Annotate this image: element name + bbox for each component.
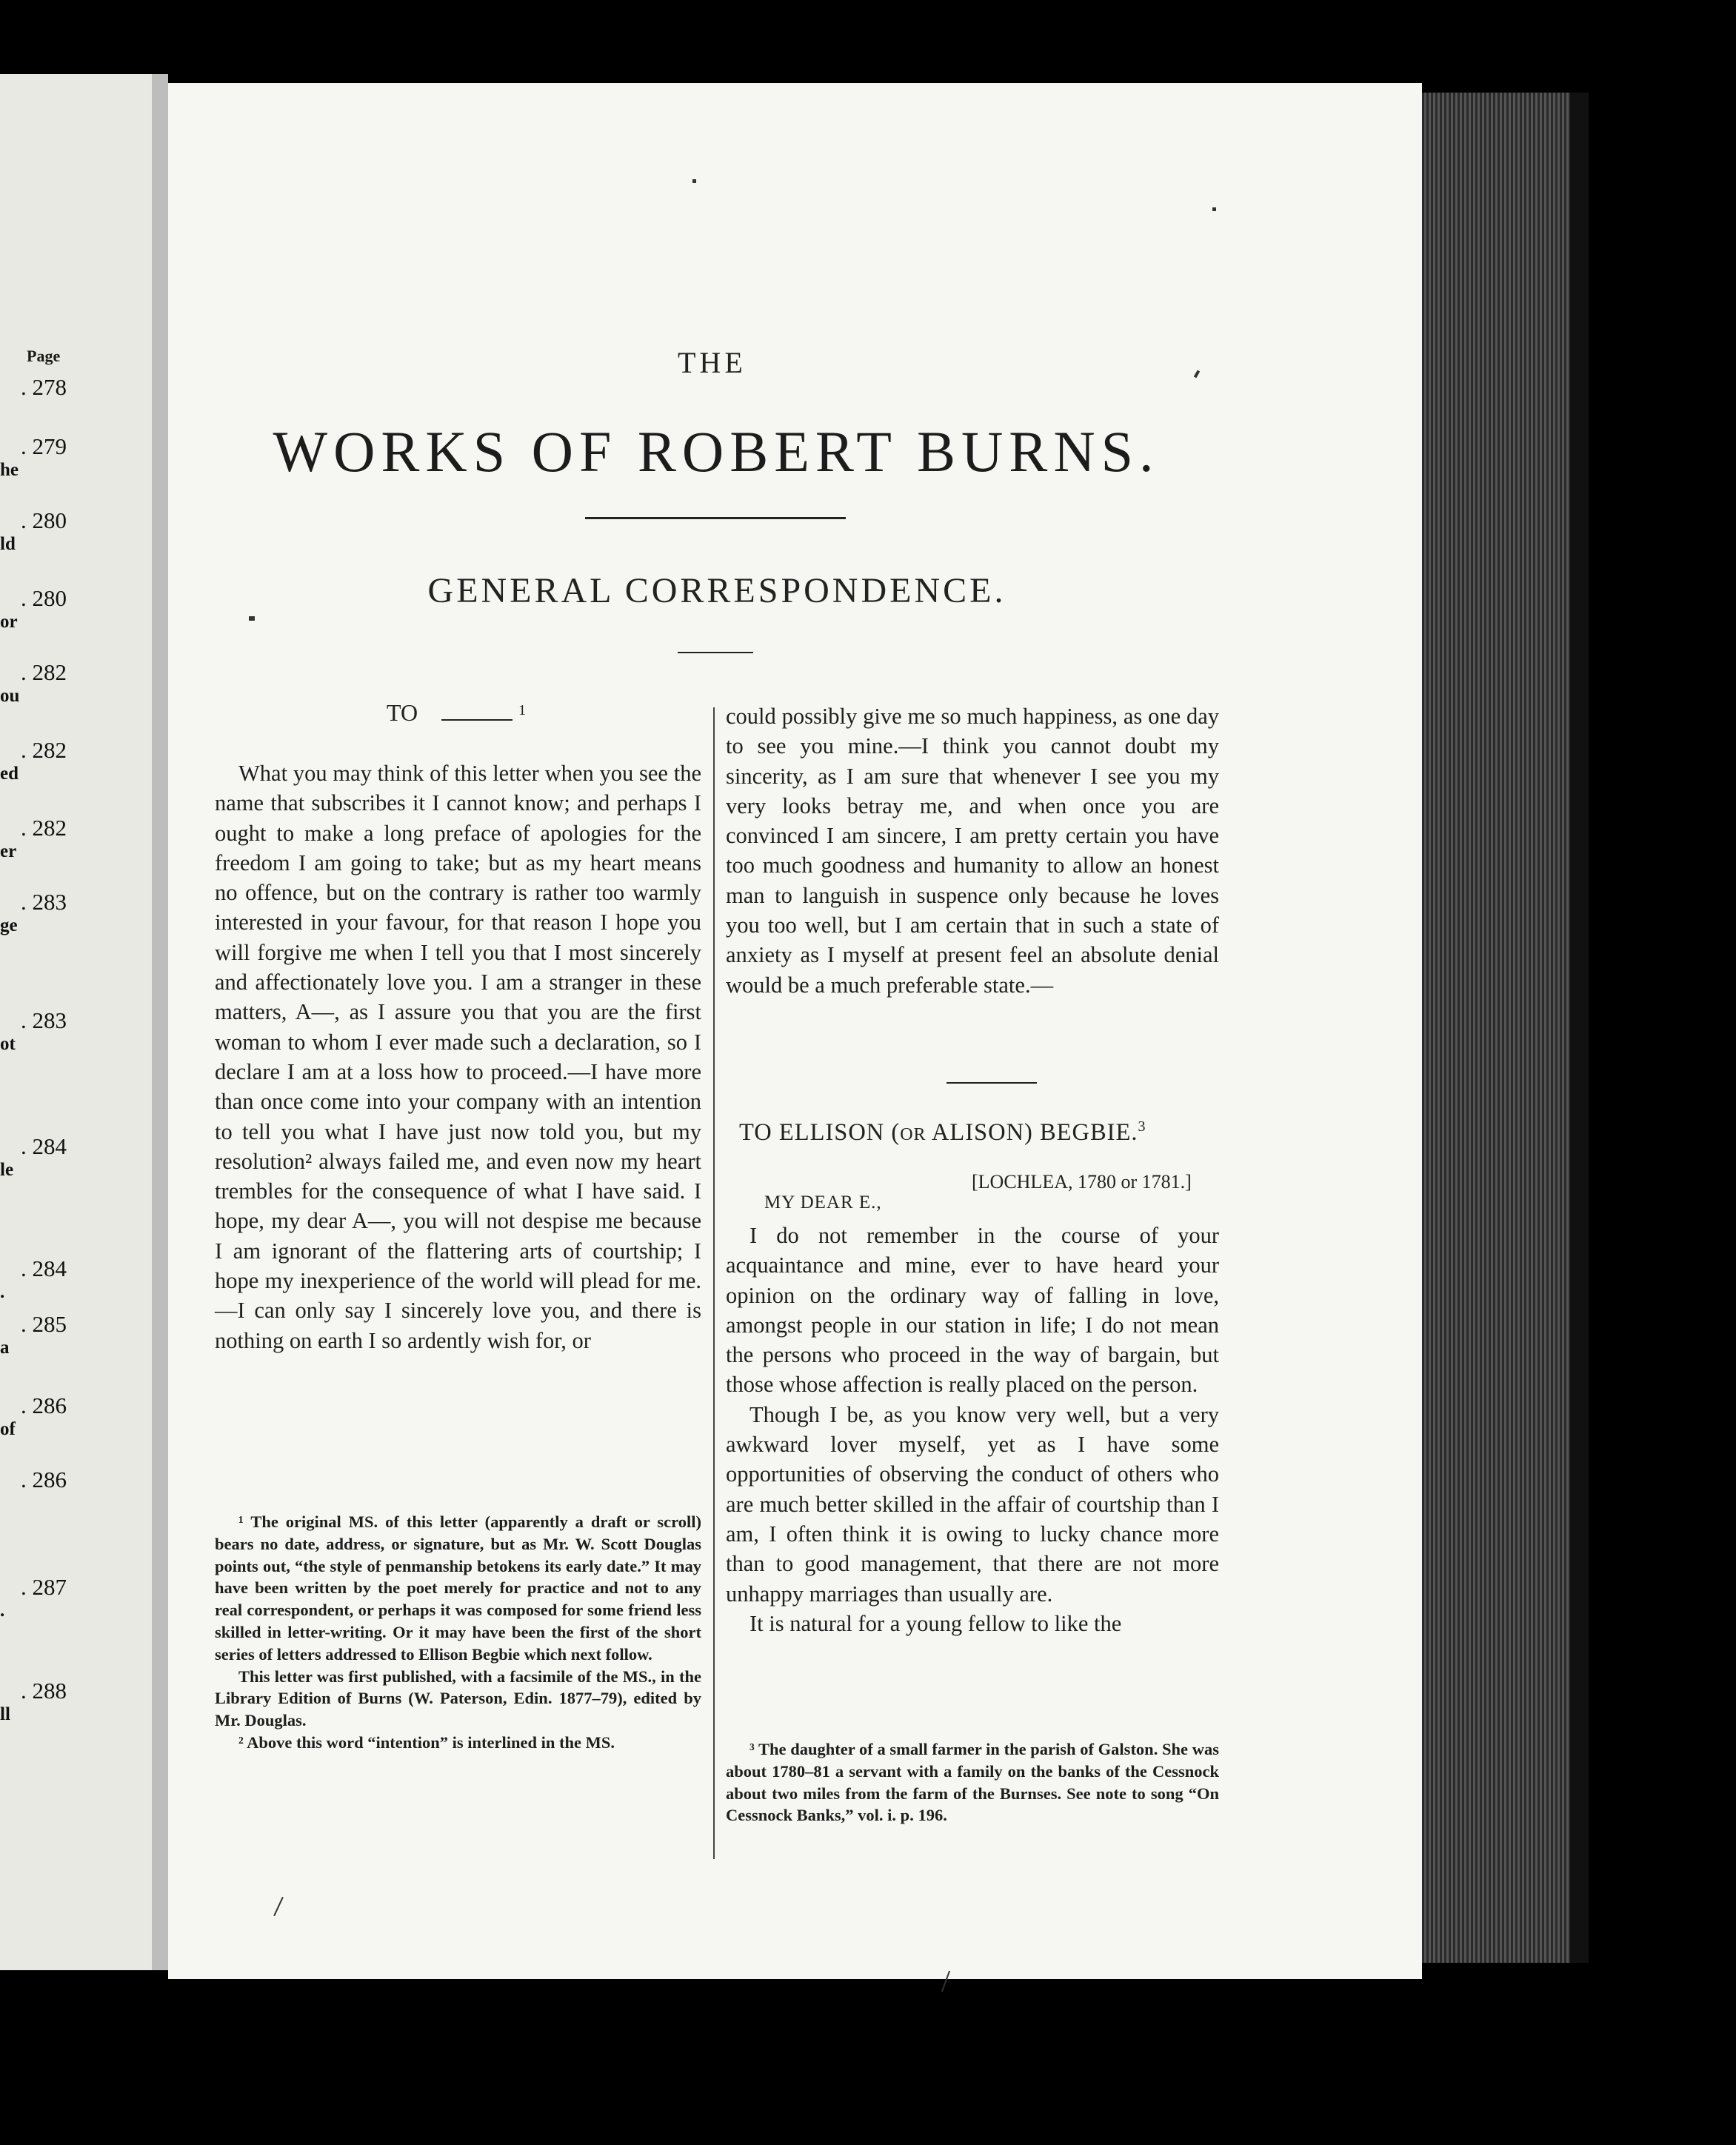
- toc-title-fragment: .: [0, 1282, 5, 1302]
- title-the: THE: [678, 346, 747, 379]
- recipient-blank-line: [441, 719, 513, 721]
- toc-page-number: . 282: [21, 659, 67, 685]
- toc-page-number: . 283: [21, 1007, 67, 1033]
- footnote-1: ¹ The original MS. of this letter (apparently a draft or scroll) bears no date, address, or signature, but as Mr. W. Scott Douglas points out, “the style of penmanship betokens its early date.” It may have been written by the poet merely for practice and not to any real correspondent, or perhaps it was composed for some friend less skilled in letter-writing. Or it may have been the first of the short series of letters addressed to Ellison Begbie which next follow.: [215, 1512, 701, 1664]
- toc-title-fragment: le: [0, 1160, 14, 1180]
- book-edge: [1570, 93, 1589, 1963]
- letter2-heading-b: ALISON) BEGBIE.: [926, 1118, 1138, 1146]
- toc-title-fragment: ll: [0, 1704, 10, 1724]
- letter1-footnote-marker: 1: [518, 702, 526, 718]
- scan-speck: [1212, 207, 1216, 211]
- facing-page: [0, 74, 152, 1970]
- toc-title-fragment: a: [0, 1338, 10, 1358]
- footnote-2: ² Above this word “intention” is interlined in the MS.: [238, 1732, 615, 1752]
- letter2-paragraph-2: Though I be, as you know very well, but a very awkward lover myself, yet as I have some opportunities of observing the conduct of others who are much better skilled in the affair of courtship than I am, I often think it is owing to lucky chance more than to good management, that there are not more unhappy marriages than usually are.: [726, 1401, 1219, 1607]
- letter2-paragraph-1: I do not remember in the course of your acquaintance and mine, ever to have heard your opinion on the ordinary way of falling in love, amongst people in our station in life; I do not mean the persons who proceed in the way of bargain, but those whose affection is really placed on the person.: [726, 1223, 1219, 1398]
- toc-page-header: Page: [27, 347, 61, 365]
- toc-title-fragment: ou: [0, 686, 20, 706]
- letter2-heading: [739, 1118, 1146, 1147]
- toc-page-number: . 287: [21, 1574, 67, 1600]
- letter2-salutation: MY DEAR E.,: [764, 1192, 882, 1212]
- toc-title-fragment: ot: [0, 1034, 16, 1054]
- footnotes-left: [215, 1511, 701, 1754]
- toc-page-number: . 286: [21, 1467, 67, 1492]
- toc-title-fragment: ld: [0, 534, 16, 554]
- toc-page-number: . 284: [21, 1255, 67, 1281]
- section-rule: [678, 652, 753, 653]
- toc-page-number: . 280: [21, 507, 67, 533]
- letter1-body: [215, 758, 701, 1355]
- letter1-continuation-text: could possibly give me so much happiness, as one day to see you mine.—I think you cannot doubt my sincerity, as I am sure that whenever I see you my very looks betray me, and when once you are convinced I am sincere, I am pretty certain you have too much goodness and humanity to allow an honest man to languish in suspence only because he loves you too well, but I am certain that in such a state of anxiety as I myself at present feel an absolute denial would be a much preferable state.—: [726, 704, 1219, 998]
- letter2-heading-a: TO ELLISON (: [739, 1118, 901, 1146]
- scan-speck: [692, 179, 696, 183]
- letter2-dateline: [LOCHLEA, 1780 or 1781.]: [972, 1171, 1192, 1192]
- section-title: GENERAL CORRESPONDENCE.: [427, 571, 1006, 610]
- letter2-paragraph-3: It is natural for a young fellow to like the: [750, 1610, 1122, 1636]
- letter-separator-rule: [947, 1082, 1037, 1084]
- toc-title-fragment: he: [0, 460, 19, 480]
- toc-page-number: . 286: [21, 1392, 67, 1418]
- letter2-heading-or: OR: [900, 1124, 927, 1144]
- toc-page-number: . 280: [21, 585, 67, 611]
- toc-page-number: . 285: [21, 1311, 67, 1337]
- title-rule: [585, 517, 846, 519]
- toc-page-number: . 288: [21, 1678, 67, 1704]
- footnote-3: ³ The daughter of a small farmer in the parish of Galston. She was about 1780–81 a servant with a family on the banks of the Cessnock about two miles from the farm of the Burnses. See note to song “On Cessnock Banks,” vol. i. p. 196.: [726, 1740, 1219, 1825]
- toc-title-fragment: ge: [0, 915, 18, 935]
- footnote-1-publication: This letter was first published, with a facsimile of the MS., in the Library Edition of Burns (W. Paterson, Edin. 1877–79), edited by Mr. Douglas.: [215, 1667, 701, 1730]
- toc-title-fragment: ed: [0, 764, 19, 784]
- toc-title-fragment: .: [0, 1601, 5, 1621]
- toc-title-fragment: of: [0, 1419, 16, 1439]
- toc-page-number: . 284: [21, 1133, 67, 1159]
- toc-title-fragment: or: [0, 612, 18, 632]
- page-title: WORKS OF ROBERT BURNS.: [273, 419, 1160, 484]
- toc-page-number: . 278: [21, 374, 67, 400]
- letter1-paragraph: What you may think of this letter when you see the name that subscribes it I cannot know; and perhaps I ought to make a long preface of apologies for the freedom I am going to take; but as my heart means no offence, but on the contrary is rather too warmly interested in your favour, for that reason I hope you will forgive me when I tell you that I most sincerely and affectionately love you. I am a stranger in these matters, A—, as I assure you that you are the first woman to whom I ever made such a declaration, so I declare I am at a loss how to proceed.—I have more than once come into your company with an intention to tell you what I have just now told you, but my resolution² always failed me, and even now my heart trembles for the consequence of what I have said. I hope, my dear A—, you will not despise me because I am ignorant of the flattering arts of courtship; I hope my inexperience of the world will plead for me.—I can only say I sincerely love you, and there is nothing on earth I so ardently wish for, or: [215, 761, 701, 1353]
- letter1-continuation: [726, 701, 1219, 1000]
- letter2-footnote-marker: 3: [1138, 1118, 1146, 1135]
- page-edges: [1422, 93, 1570, 1963]
- toc-page-number: . 279: [21, 433, 67, 459]
- gutter-shadow: [152, 74, 168, 1970]
- footnotes-right: [726, 1738, 1219, 1827]
- toc-page-number: . 282: [21, 815, 67, 841]
- letter1-heading: TO: [387, 699, 418, 726]
- scan-speck: [249, 616, 255, 621]
- letter2-body: [726, 1221, 1219, 1638]
- column-divider: [713, 707, 715, 1859]
- toc-page-number: . 282: [21, 737, 67, 763]
- toc-title-fragment: er: [0, 841, 17, 861]
- toc-page-number: . 283: [21, 889, 67, 915]
